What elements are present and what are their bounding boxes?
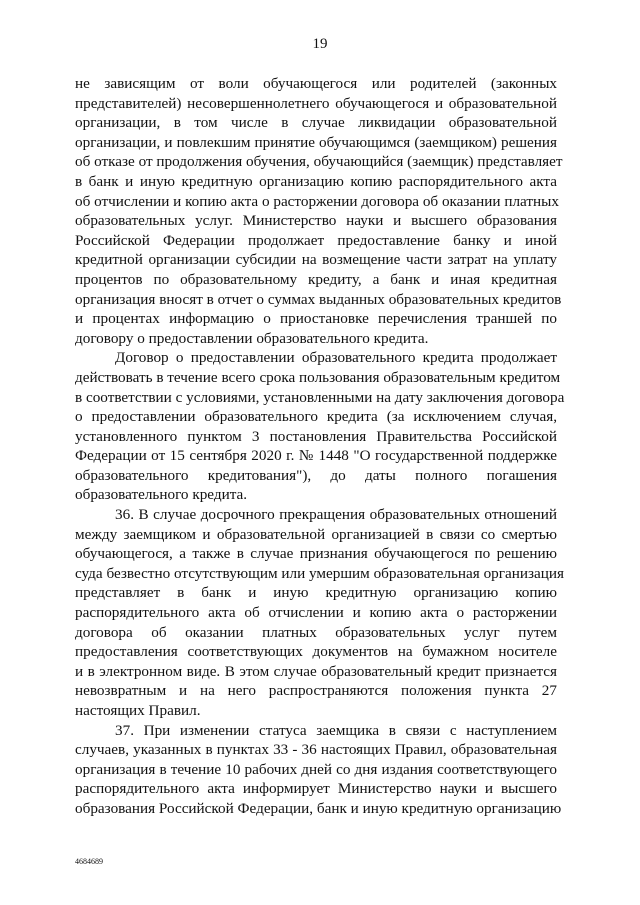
text-line: договору о предоставлении образовательного кредита. [75,329,429,347]
text-line: об отказе от продолжения обучения, обучающийся (заемщик) представляет [75,153,563,171]
text-line: договора об оказании платных образовательных услуг путем [75,623,557,641]
text-line: процентов по образовательному кредиту, а банк и иная кредитная [75,270,557,288]
text-line: организации, и повлекшим принятие обучающимся (заемщиком) решения [75,133,557,151]
text-line: организация вносят в отчет о суммах выданных образовательных кредитов [75,290,562,308]
text-line: 36. В случае досрочного прекращения образовательных отношений [115,506,557,524]
text-line: образования Российской Федерации, банк и иную кредитную организацию [75,799,562,817]
text-line: действовать в течение всего срока пользования образовательным кредитом [75,368,561,386]
text-line: 37. При изменении статуса заемщика в связи с наступлением [115,721,557,739]
text-line: организация в течение 10 рабочих дней со дня издания соответствующего [75,760,557,778]
document-code: 4684689 [75,857,103,866]
text-line: невозвратным и на него распространяются положения пункта 27 [75,682,557,700]
paragraph [75,74,563,348]
text-line: представляет в банк и иную кредитную организацию копию [75,584,557,602]
text-line: не зависящим от воли обучающегося или родителей (законных [75,75,557,92]
text-line: кредитной организации субсидии на возмещение части затрат на уплату [75,251,557,269]
paragraph [75,505,564,721]
text-line: случаев, указанных в пунктах 33 - 36 настоящих Правил, образовательная [75,741,557,759]
text-line: распорядительного акта информирует Министерство науки и высшего [75,780,557,798]
text-line: обучающегося, а также в случае признания обучающегося по решению [75,545,557,563]
text-line: образовательного кредита. [75,486,248,504]
text-line: Договор о предоставлении образовательного кредита продолжает [115,349,557,367]
text-line: представителей) несовершеннолетнего обучающегося и образовательной [75,94,557,112]
text-line: образовательных услуг. Министерство науки и высшего образования [75,212,557,230]
text-line: о предоставлении образовательного кредита (за исключением случая, [75,408,557,426]
page-number: 19 [312,36,328,52]
paragraph [75,348,565,505]
text-line: об отчислении и копию акта о расторжении договора об оказании платных [75,192,559,210]
text-line: образовательного кредитования"), до даты полного погашения [75,466,557,484]
text-line: и в электронном виде. В этом случае образовательный кредит признается [75,662,557,680]
text-line: и процентах информацию о приостановке перечисления траншей по [75,310,557,328]
text-line: Федерации от 15 сентября 2020 г. № 1448 "О государственной поддержке [75,447,557,465]
text-line: между заемщиком и образовательной организацией в связи со смертью [75,525,557,543]
text-line: в соответствии с условиями, установленными на дату заключения договора [75,388,565,406]
paragraph [75,721,562,819]
text-line: настоящих Правил. [75,702,201,719]
text-line: суда безвестно отсутствующим или умершим образовательная организация [75,564,564,582]
body-text [75,74,565,819]
text-line: в банк и иную кредитную организацию копию распорядительного акта [75,172,557,190]
text-line: Российской Федерации продолжает предоставление банку и иной [75,231,557,249]
text-line: организации, в том числе в случае ликвидации образовательной [75,114,557,132]
text-line: предоставления соответствующих документов на бумажном носителе [75,643,557,661]
text-line: установленного пунктом 3 постановления Правительства Российской [75,427,557,445]
text-line: распорядительного акта об отчислении и копию акта о расторжении [75,604,557,622]
